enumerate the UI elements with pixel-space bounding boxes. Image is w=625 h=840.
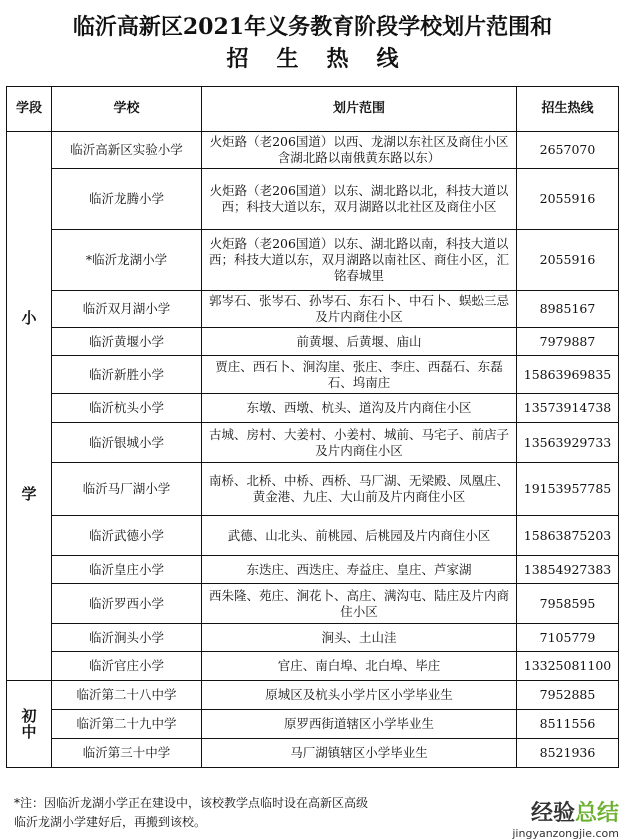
watermark-url: jingyanzongjie.com xyxy=(512,827,619,840)
district-area: 武德、山北头、前桃园、后桃园及片内商住小区 xyxy=(202,516,517,556)
table-row xyxy=(7,652,619,681)
school-name: 临沂武德小学 xyxy=(52,516,202,556)
enrollment-phone: 7105779 xyxy=(517,624,619,652)
district-area: 原罗西街道辖区小学毕业生 xyxy=(202,710,517,739)
school-name: 临沂官庄小学 xyxy=(52,652,202,681)
district-area: 贾庄、西石卜、涧沟崖、张庄、李庄、西磊石、东磊石、坞南庄 xyxy=(202,356,517,394)
enrollment-phone: 2657070 xyxy=(517,132,619,169)
school-name: 临沂涧头小学 xyxy=(52,624,202,652)
table-row xyxy=(7,556,619,584)
watermark-text-a: 经验 xyxy=(530,801,575,826)
school-name: 临沂马厂湖小学 xyxy=(52,463,202,516)
district-area: 古城、房村、大姜村、小姜村、城前、马宅子、前店子及片内商住小区 xyxy=(202,423,517,463)
school-name: 临沂双月湖小学 xyxy=(52,291,202,328)
table-row xyxy=(7,516,619,556)
page-subtitle: 招生热线 xyxy=(226,46,427,72)
table-header-row xyxy=(7,87,619,132)
enrollment-phone: 13563929733 xyxy=(517,423,619,463)
table-row xyxy=(7,710,619,739)
school-name: 临沂龙腾小学 xyxy=(52,169,202,230)
watermark-logo xyxy=(512,796,619,827)
enrollment-phone: 7979887 xyxy=(517,328,619,356)
enrollment-phone: 2055916 xyxy=(517,169,619,230)
district-area: 郭岑石、张岑石、孙岑石、东石卜、中石卜、蜈蚣三忌及片内商住小区 xyxy=(202,291,517,328)
district-area: 官庄、南白埠、北白埠、毕庄 xyxy=(202,652,517,681)
enrollment-phone: 19153957785 xyxy=(517,463,619,516)
enrollment-phone: 7952885 xyxy=(517,681,619,710)
district-area: 西朱隆、苑庄、涧花卜、高庄、满沟屯、陆庄及片内商住小区 xyxy=(202,584,517,624)
school-name: 临沂罗西小学 xyxy=(52,584,202,624)
enrollment-phone: 2055916 xyxy=(517,230,619,291)
watermark xyxy=(512,796,619,840)
header-phone: 招生热线 xyxy=(517,87,619,132)
table-row xyxy=(7,169,619,230)
district-area: 火炬路（老206国道）以东、湖北路以北，科技大道以西；科技大道以东，双月湖路以北社区及商住小区 xyxy=(202,169,517,230)
page-title: 临沂高新区2021年义务教育阶段学校划片范围和 xyxy=(72,14,553,40)
table-row xyxy=(7,739,619,768)
table-row xyxy=(7,132,619,169)
school-name: 临沂第二十八中学 xyxy=(52,681,202,710)
table-row xyxy=(7,463,619,516)
table-row xyxy=(7,328,619,356)
district-area: 东墩、西墩、杭头、道沟及片内商住小区 xyxy=(202,394,517,423)
table-row xyxy=(7,584,619,624)
enrollment-phone: 13573914738 xyxy=(517,394,619,423)
district-area: 南桥、北桥、中桥、西桥、马厂湖、无梁殿、凤凰庄、黄金港、九庄、大山前及片内商住小区 xyxy=(202,463,517,516)
school-name: 临沂新胜小学 xyxy=(52,356,202,394)
school-name: 临沂皇庄小学 xyxy=(52,556,202,584)
header-stage: 学段 xyxy=(7,87,52,132)
district-area: 东迭庄、西迭庄、寿益庄、皇庄、芦家湖 xyxy=(202,556,517,584)
table-row xyxy=(7,356,619,394)
district-area: 火炬路（老206国道）以东、湖北路以南，科技大道以西；科技大道以东，双月湖路以南社区、商住小区，汇铭春城里 xyxy=(202,230,517,291)
enrollment-phone: 15863969835 xyxy=(517,356,619,394)
school-name: 临沂黄堰小学 xyxy=(52,328,202,356)
table-row xyxy=(7,423,619,463)
school-name: 临沂第三十中学 xyxy=(52,739,202,768)
school-name: *临沂龙湖小学 xyxy=(52,230,202,291)
header-school: 学校 xyxy=(52,87,202,132)
district-area: 火炬路（老206国道）以西、龙湖以东社区及商住小区含湖北路以南俄黄东路以东） xyxy=(202,132,517,169)
school-name: 临沂高新区实验小学 xyxy=(52,132,202,169)
enrollment-phone: 15863875203 xyxy=(517,516,619,556)
school-name: 临沂银城小学 xyxy=(52,423,202,463)
table-row xyxy=(7,230,619,291)
enrollment-phone: 8511556 xyxy=(517,710,619,739)
table-row xyxy=(7,681,619,710)
footnote-line-1: *注：因临沂龙湖小学正在建设中，该校教学点临时设在高新区高级 xyxy=(14,796,369,810)
table-row xyxy=(7,624,619,652)
enrollment-phone: 8521936 xyxy=(517,739,619,768)
header-area: 划片范围 xyxy=(202,87,517,132)
school-name: 临沂第二十九中学 xyxy=(52,710,202,739)
school-name: 临沂杭头小学 xyxy=(52,394,202,423)
school-district-table xyxy=(6,86,619,768)
table-row xyxy=(7,394,619,423)
district-area: 马厂湖镇辖区小学毕业生 xyxy=(202,739,517,768)
district-area: 前黄堰、后黄堰、庙山 xyxy=(202,328,517,356)
stage-primary: 小 学 xyxy=(7,132,52,681)
table-row xyxy=(7,291,619,328)
enrollment-phone: 13854927383 xyxy=(517,556,619,584)
enrollment-phone: 8985167 xyxy=(517,291,619,328)
district-area: 原城区及杭头小学片区小学毕业生 xyxy=(202,681,517,710)
district-area: 涧头、土山洼 xyxy=(202,624,517,652)
enrollment-phone: 13325081100 xyxy=(517,652,619,681)
stage-middle: 初 中 xyxy=(7,681,52,768)
watermark-text-b: 总结 xyxy=(574,801,619,826)
enrollment-phone: 7958595 xyxy=(517,584,619,624)
footnote-line-2: 临沂龙湖小学建好后，再搬到该校。 xyxy=(14,815,207,829)
